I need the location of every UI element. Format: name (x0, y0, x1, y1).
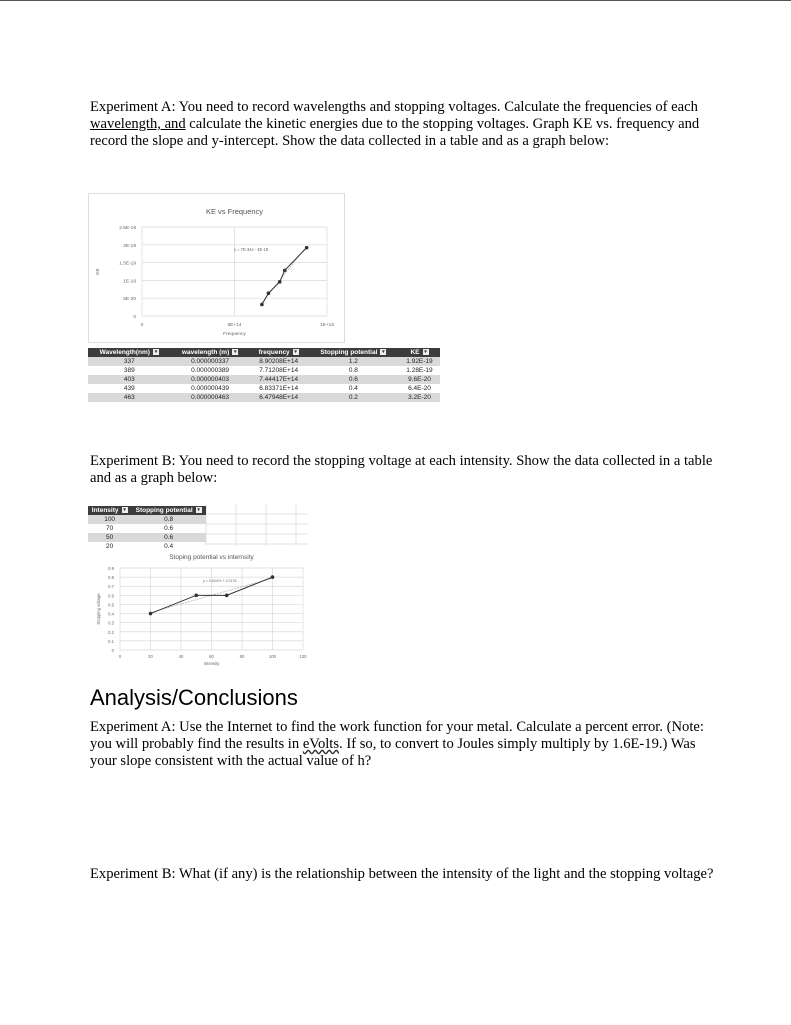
header-label: KE (410, 349, 420, 356)
header-label: wavelength (m) (181, 349, 230, 356)
data-point (278, 280, 282, 284)
experiment-a-table (88, 348, 440, 402)
analysis-heading: Analysis/Conclusions (90, 685, 298, 710)
x-tick-label: 120 (299, 654, 307, 659)
x-tick-label: 100 (269, 654, 276, 659)
column-header[interactable] (171, 348, 250, 357)
table-cell: 403 (88, 375, 171, 384)
column-header[interactable] (250, 348, 308, 357)
table-row (88, 375, 440, 384)
table-row (88, 515, 206, 524)
text: Experiment A: Use the Internet to find the work function for your metal. Calculate a percent error. (Note: you will probably find the results in (90, 719, 704, 752)
table-cell: 439 (123, 385, 135, 392)
table-cell: 1.2 (308, 357, 399, 366)
y-axis-label: Stopping voltage (96, 593, 101, 625)
table-cell: 100 (88, 515, 131, 524)
x-tick-label: 5E+14 (227, 323, 242, 328)
spreadsheet-region (88, 504, 308, 664)
x-axis-label: Frequency (223, 332, 246, 337)
x-tick-label: 60 (209, 654, 214, 659)
x-axis-label: Intensity (203, 661, 220, 666)
y-tick-label: 0.3 (108, 620, 114, 626)
table-row (88, 357, 440, 366)
header-label: Wavelength(nm) (99, 349, 150, 356)
x-tick-label: 0 (140, 323, 144, 328)
y-tick-label: 0.2 (108, 629, 114, 635)
y-tick-label: 5E-20 (123, 297, 136, 303)
table-cell: 6.47948E+14 (250, 393, 308, 402)
x-tick-label: 80 (239, 654, 245, 659)
filter-dropdown-icon[interactable]: ▾ (123, 507, 126, 514)
data-point (225, 594, 229, 598)
column-header[interactable] (88, 348, 171, 357)
header-label: Stopping potential (135, 507, 193, 514)
y-tick-label: 1.5E-19 (119, 261, 136, 267)
data-point (267, 291, 271, 295)
x-tick-label: 0 (118, 654, 122, 659)
header-label: Intensity (91, 507, 119, 514)
table-cell: 1.92E-19 (399, 357, 440, 366)
misspelled-word: eVolts (302, 736, 340, 752)
filter-dropdown-icon[interactable]: ▾ (233, 349, 237, 356)
table-cell: 0.6 (164, 525, 174, 532)
y-tick-label: 0 (111, 648, 114, 653)
experiment-b-text: Experiment B: You need to record the stopping voltage at each intensity. Show the data collected in a table and as a graph below: (90, 453, 713, 486)
table-cell: 0.000000463 (171, 393, 250, 402)
data-point (194, 594, 198, 598)
y-tick-label: 2.5E-19 (119, 226, 136, 231)
x-tick-label: 1E+15 (319, 323, 335, 328)
trendline-equation: y = 7E-34x - 4E-19 (234, 247, 269, 252)
stopping-potential-vs-intensity-chart (88, 548, 308, 666)
table-cell: 8.90208E+14 (250, 357, 308, 366)
y-tick-label: 0.9 (108, 566, 114, 571)
data-point (283, 269, 287, 273)
y-tick-label: 0.6 (108, 593, 114, 599)
y-tick-label: 0.8 (108, 575, 114, 581)
table-cell: 337 (88, 357, 171, 366)
filter-dropdown-icon[interactable]: ▾ (154, 349, 158, 356)
y-tick-label: 0.7 (108, 584, 114, 590)
table-cell: 0.4 (348, 385, 358, 392)
column-header[interactable] (131, 506, 206, 515)
table-cell: 20 (106, 543, 114, 550)
table-cell: 0.000000389 (191, 367, 230, 374)
table-cell: 50 (88, 533, 131, 542)
experiment-a-text (90, 99, 715, 150)
y-tick-label: 0.1 (108, 638, 114, 644)
column-header[interactable] (308, 348, 399, 357)
table-cell: 0.2 (308, 393, 399, 402)
y-tick-label: 2E-19 (123, 243, 136, 249)
underlined-text: wavelength, and (90, 116, 186, 132)
table-cell: 1.28E-19 (406, 367, 433, 374)
table-row (88, 366, 440, 375)
text: . If so, to convert to Joules simply multiply by 1.6E-19.) Was your slope consistent with the actual value of h? (90, 736, 696, 769)
column-header[interactable] (399, 348, 440, 357)
table-cell: 0.6 (308, 375, 399, 384)
analysis-b-text: Experiment B: What (if any) is the relationship between the intensity of the light and the stopping voltage? (90, 866, 714, 882)
column-header[interactable] (88, 506, 131, 515)
y-tick-label: 0 (133, 315, 136, 320)
table-cell: 3.2E-20 (399, 393, 440, 402)
table-cell: 6.83371E+14 (259, 385, 299, 392)
table-cell: 0.4 (164, 543, 174, 550)
table-cell: 9.6E-20 (399, 375, 440, 384)
filter-dropdown-icon[interactable]: ▾ (382, 349, 385, 356)
table-cell: 0.000000403 (171, 375, 250, 384)
table-cell: 7.71208E+14 (259, 367, 299, 374)
y-tick-label: 0.5 (108, 602, 114, 608)
table-row (88, 393, 440, 402)
x-tick-label: 40 (178, 654, 184, 659)
table-cell: 7.44417E+14 (250, 375, 308, 384)
filter-dropdown-icon[interactable]: ▾ (294, 349, 297, 356)
text: Experiment A: You need to record wavelengths and stopping voltages. Calculate the frequencies of each (90, 99, 698, 115)
table-cell: 389 (123, 367, 135, 374)
experiment-b-table (88, 506, 206, 551)
chart-title: Stoping potential vs internsity (169, 554, 254, 561)
data-point (271, 575, 275, 579)
data-point (305, 246, 309, 250)
x-tick-label: 20 (148, 654, 153, 659)
series-line (262, 248, 307, 305)
table-cell: 0.6 (131, 533, 206, 542)
y-axis-label: KE (96, 268, 101, 275)
table-cell: 0.8 (131, 515, 206, 524)
text: calculate the kinetic energies due to the stopping voltages. Graph KE vs. frequency and record the slope and y-intercept. Show the data collected in a table and as a graph below: (90, 116, 700, 149)
chart-title: KE vs Frequency (205, 207, 264, 216)
data-point (260, 303, 264, 307)
table-row (88, 533, 206, 542)
ke-vs-frequency-chart (88, 193, 345, 343)
table-row (88, 524, 206, 533)
header-label: frequency (258, 349, 290, 356)
header-label: Stopping potential (320, 349, 378, 356)
filter-dropdown-icon[interactable]: ▾ (424, 349, 427, 356)
y-tick-label: 1E-19 (123, 279, 136, 285)
table-cell: 70 (106, 525, 114, 532)
table-cell: 0.8 (348, 367, 358, 374)
y-tick-label: 0.4 (108, 611, 114, 617)
analysis-a-text (90, 719, 715, 770)
table-cell: 463 (88, 393, 171, 402)
data-point (149, 612, 153, 616)
table-cell: 0.000000337 (171, 357, 250, 366)
table-row (88, 384, 440, 393)
filter-dropdown-icon[interactable]: ▾ (197, 507, 200, 514)
table-cell: 6.4E-20 (408, 385, 431, 392)
table-cell: 0.000000439 (191, 385, 230, 392)
trendline-equation: y = 0.0047x + 0.3176 (203, 579, 237, 583)
